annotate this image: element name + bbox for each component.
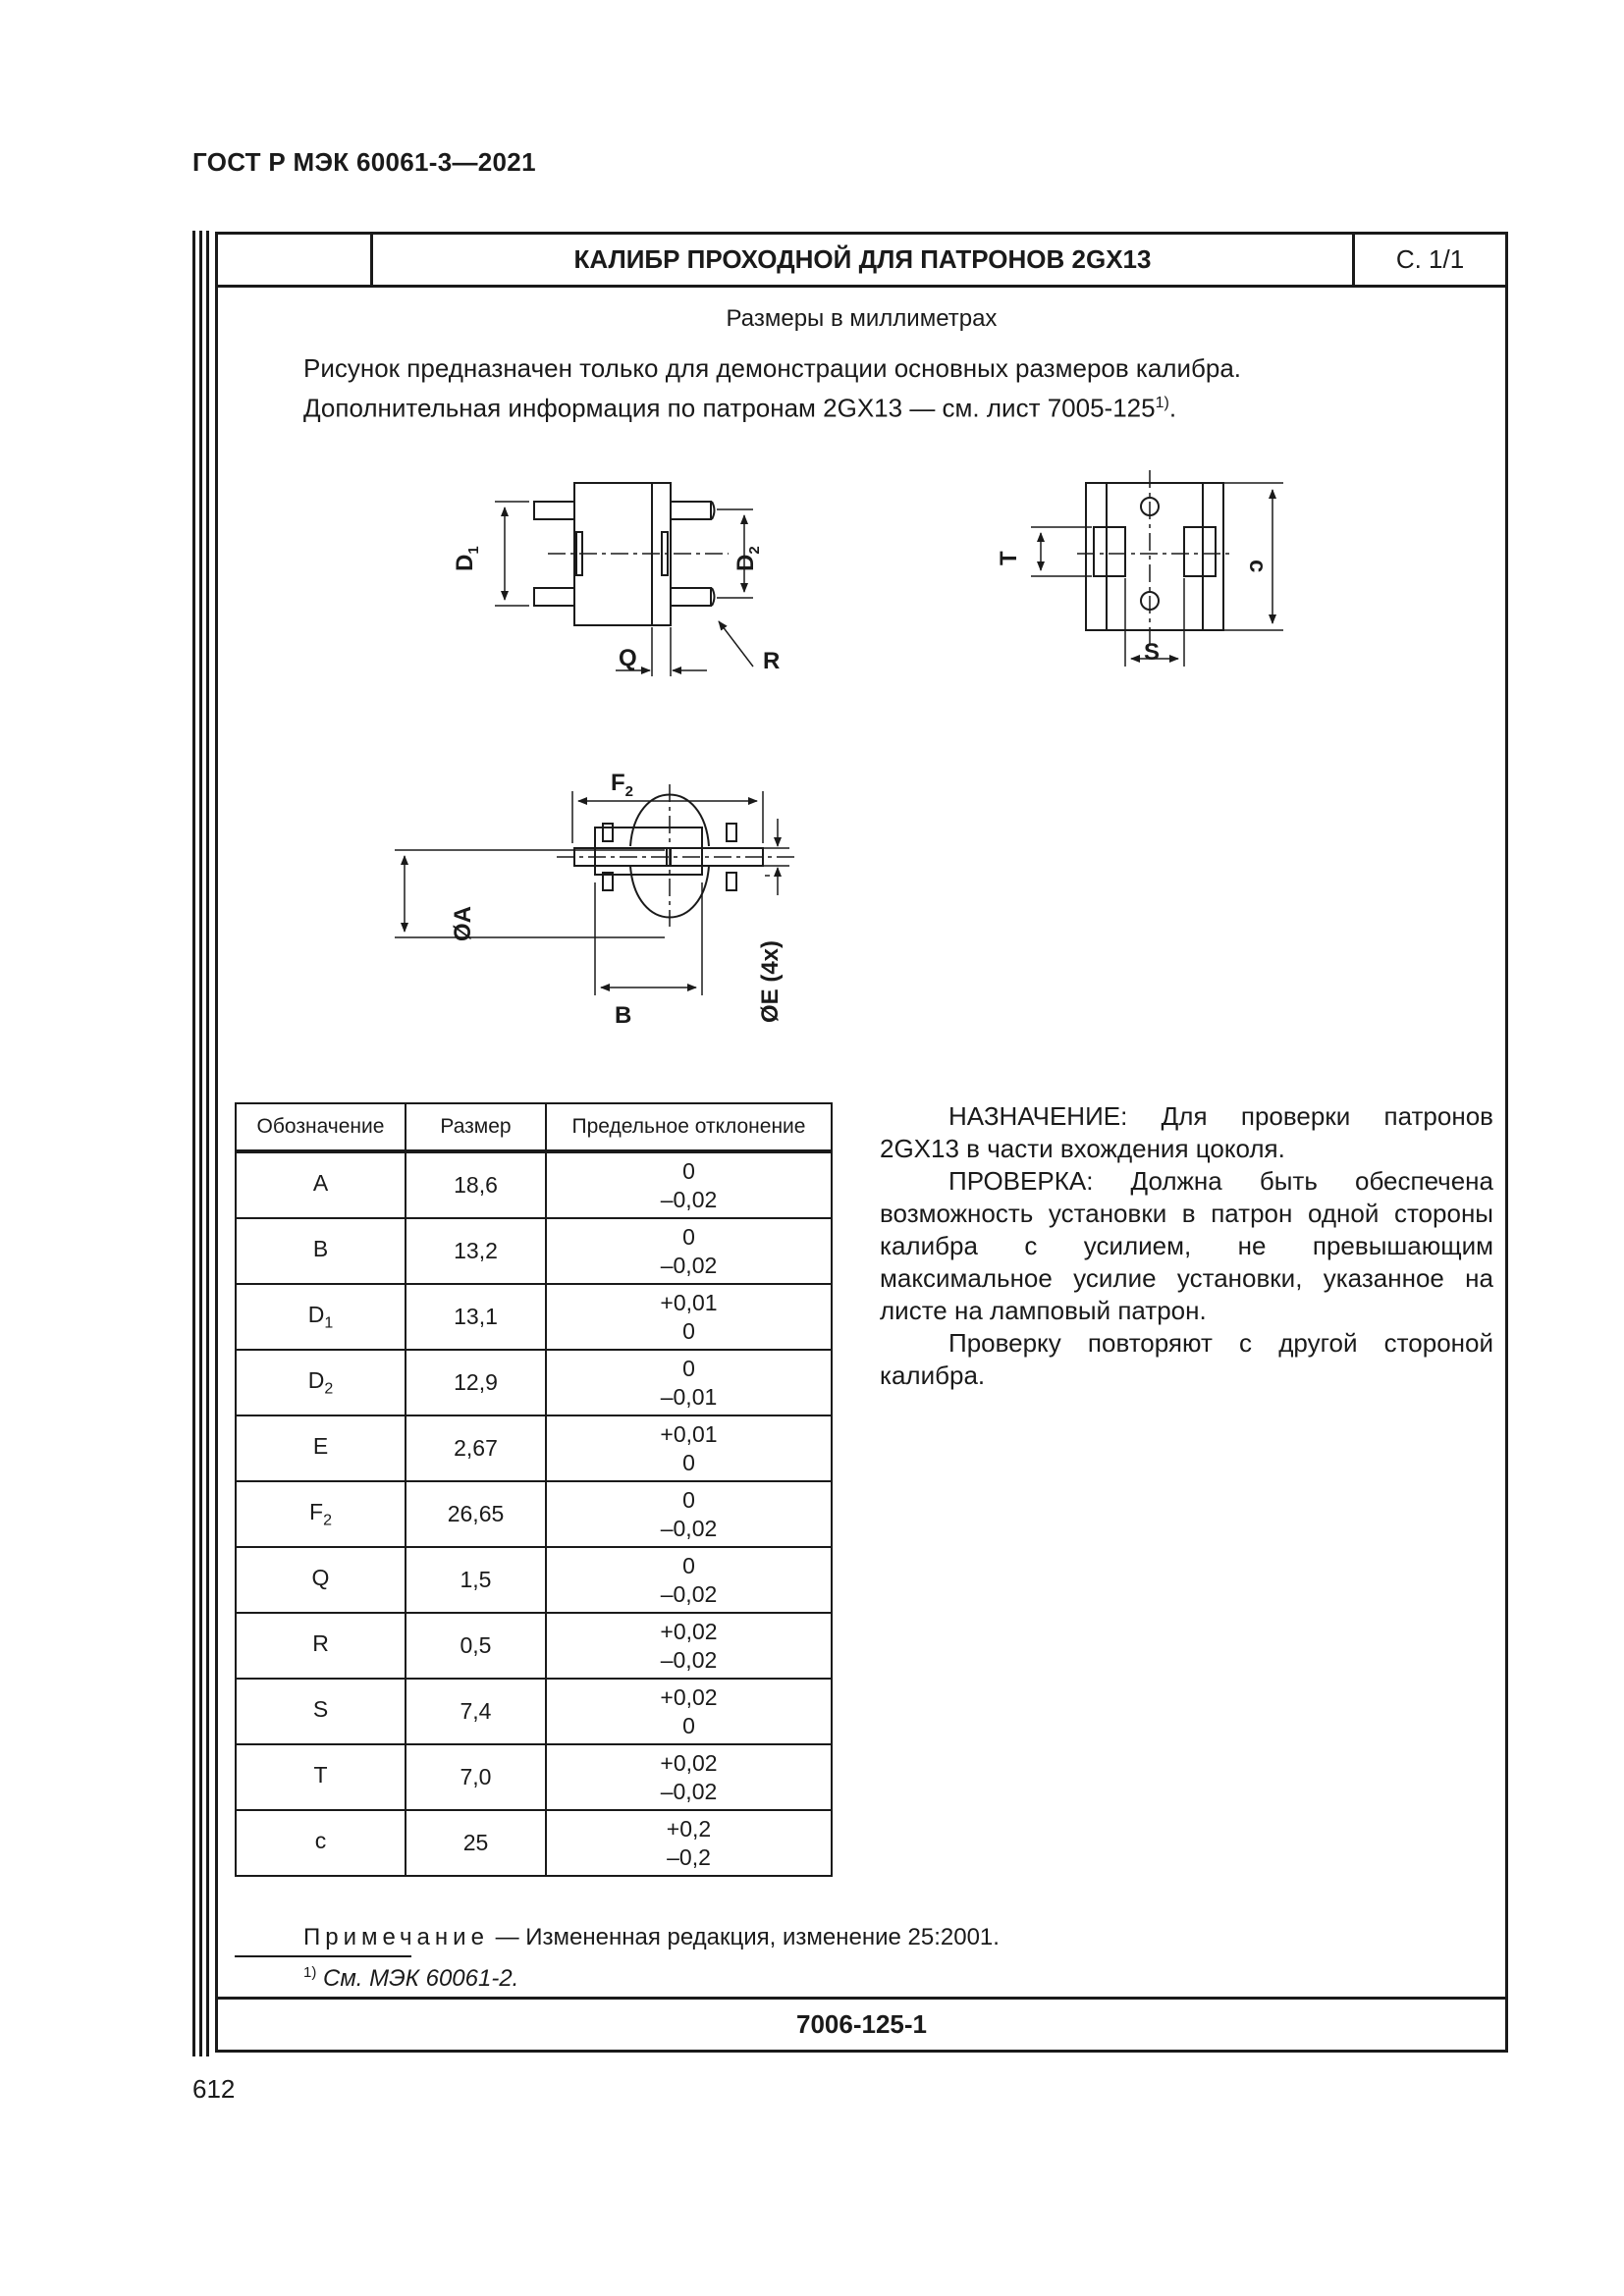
sheet-frame xyxy=(215,232,1508,2053)
tolerance-cell: +0,02 –0,02 xyxy=(546,1744,832,1810)
footnote: $^{1)}$ См. МЭК 60061-2. xyxy=(303,1964,519,1992)
label-B: B xyxy=(615,1002,632,1029)
size-cell: 1,5 xyxy=(406,1547,546,1613)
designation-cell: B xyxy=(236,1218,406,1284)
margin-rule xyxy=(192,231,195,2056)
tolerance-cell: +0,02 0 xyxy=(546,1679,832,1744)
size-cell: 7,0 xyxy=(406,1744,546,1810)
label-F2: $F_2$ xyxy=(611,770,634,800)
size-cell: 2,67 xyxy=(406,1415,546,1481)
check-paragraph: ПРОВЕРКА: Должна быть обеспечена возможность установки в патрон одной стороны калибра с усилием, не превышающим максимальное усилие установки, указанное на листе на ламповый патрон. xyxy=(880,1166,1493,1325)
tolerance-cell: 0 –0,02 xyxy=(546,1218,832,1284)
margin-rule xyxy=(206,231,209,2056)
label-D2: $D_2$ xyxy=(732,546,763,571)
table-row xyxy=(236,1218,832,1284)
designation-cell: $D_2$ xyxy=(236,1350,406,1415)
tolerance-cell: +0,2 –0,2 xyxy=(546,1810,832,1876)
table-row xyxy=(236,1284,832,1350)
intro-line-1: Рисунок предназначен только для демонстрации основных размеров калибра. xyxy=(303,353,1242,383)
sheet-title: КАЛИБР ПРОХОДНОЙ ДЛЯ ПАТРОНОВ 2GX13 xyxy=(373,235,1355,285)
note-label: Примечание xyxy=(303,1924,489,1950)
table-row xyxy=(236,1679,832,1744)
designation-cell: R xyxy=(236,1613,406,1679)
label-c: c xyxy=(1244,560,1271,573)
footnote-ref: 1) xyxy=(1155,395,1169,411)
repeat-paragraph: Проверку повторяют с другой стороной калибра. xyxy=(880,1328,1493,1390)
header-size: Размер xyxy=(406,1103,546,1151)
size-cell: 7,4 xyxy=(406,1679,546,1744)
tolerance-cell: 0 –0,02 xyxy=(546,1547,832,1613)
tolerance-cell: +0,01 0 xyxy=(546,1284,832,1350)
table-row xyxy=(236,1744,832,1810)
intro-line-2: Дополнительная информация по патронам 2GX13 — см. лист 7005-125$^{1)}$. xyxy=(303,393,1177,423)
tolerance-cell: +0,01 0 xyxy=(546,1415,832,1481)
designation-cell: S xyxy=(236,1679,406,1744)
document-header: ГОСТ Р МЭК 60061-3—2021 xyxy=(192,147,536,177)
label-R: R xyxy=(763,648,781,674)
label-A: ØA xyxy=(450,906,476,941)
designation-cell: T xyxy=(236,1744,406,1810)
units-note: Размеры в миллиметрах xyxy=(726,305,998,332)
label-T: T xyxy=(996,551,1022,565)
dimensions-table xyxy=(235,1102,833,1877)
designation-cell: Q xyxy=(236,1547,406,1613)
sheet-code: 7006-125-1 xyxy=(218,1997,1505,2050)
page-number: 612 xyxy=(192,2074,236,2104)
tolerance-cell: 0 –0,02 xyxy=(546,1151,832,1218)
note xyxy=(303,1924,1000,1951)
size-cell: 13,1 xyxy=(406,1284,546,1350)
designation-cell: $F_2$ xyxy=(236,1481,406,1547)
designation-cell: E xyxy=(236,1415,406,1481)
designation-cell: $D_1$ xyxy=(236,1284,406,1350)
size-cell: 25 xyxy=(406,1810,546,1876)
note-text: — Измененная редакция, изменение 25:2001. xyxy=(488,1924,1000,1950)
size-cell: 18,6 xyxy=(406,1151,546,1218)
top-view xyxy=(395,784,797,995)
label-E: ØE (4x) xyxy=(757,939,784,1023)
footnote-divider xyxy=(235,1955,411,1957)
size-cell: 0,5 xyxy=(406,1613,546,1679)
tolerance-cell: +0,02 –0,02 xyxy=(546,1613,832,1679)
label-S: S xyxy=(1144,639,1161,666)
header-tolerance: Предельное отклонение xyxy=(546,1103,832,1151)
purpose-paragraph: НАЗНАЧЕНИЕ: Для проверки патронов 2GX13 в части вхождения цоколя. xyxy=(880,1101,1493,1163)
table-row xyxy=(236,1547,832,1613)
sheet-page: С. 1/1 xyxy=(1395,244,1465,274)
purpose-text xyxy=(880,1100,1493,1392)
table-row xyxy=(236,1613,832,1679)
size-cell: 12,9 xyxy=(406,1350,546,1415)
size-cell: 13,2 xyxy=(406,1218,546,1284)
label-Q: Q xyxy=(619,645,637,671)
table-row xyxy=(236,1810,832,1876)
table-row xyxy=(236,1481,832,1547)
designation-cell: A xyxy=(236,1151,406,1218)
header-designation: Обозначение xyxy=(236,1103,406,1151)
tolerance-cell: 0 –0,02 xyxy=(546,1481,832,1547)
tolerance-cell: 0 –0,01 xyxy=(546,1350,832,1415)
table-row xyxy=(236,1350,832,1415)
label-D1: $D_1$ xyxy=(452,546,482,571)
table-header-row xyxy=(236,1103,832,1151)
size-cell: 26,65 xyxy=(406,1481,546,1547)
table-row xyxy=(236,1415,832,1481)
margin-rule xyxy=(199,231,202,2056)
gauge-drawing xyxy=(218,235,1505,1079)
table-row xyxy=(236,1151,832,1218)
designation-cell: c xyxy=(236,1810,406,1876)
